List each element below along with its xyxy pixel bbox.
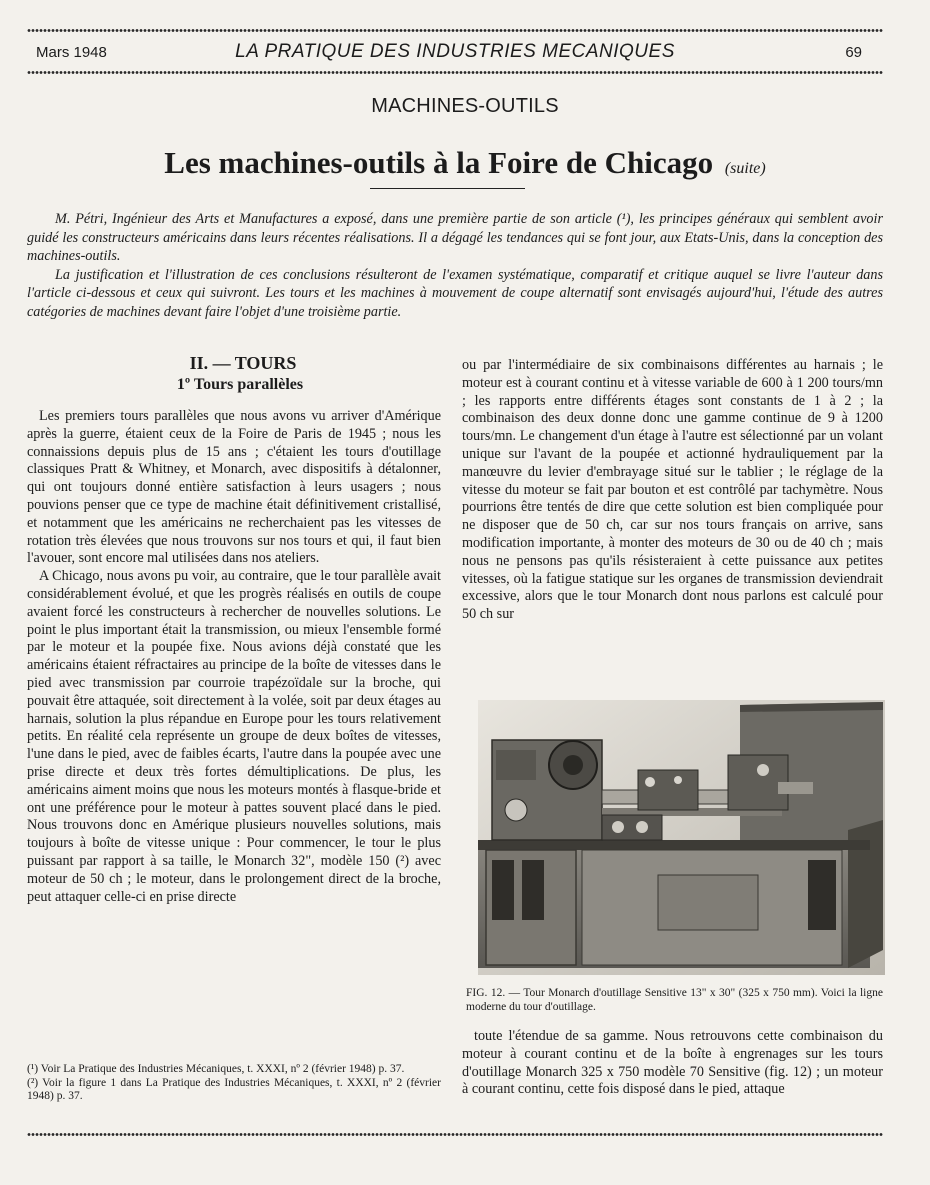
subsection-heading: 1º Tours parallèles	[176, 376, 304, 393]
section-heading: II. — TOURS	[189, 353, 297, 373]
footnote: (¹) Voir La Pratique des Industries Mécaniques, t. XXXI, nº 2 (février 1948) p. 37.	[27, 1063, 405, 1075]
lathe-photograph	[478, 700, 885, 975]
article-title-main: Les machines-outils à la Foire de Chicago	[164, 145, 714, 180]
right-column-top	[462, 357, 883, 624]
body-paragraph: A Chicago, nous avons pu voir, au contraire, que le tour parallèle avait considérablement évolué, et que les progrès réalisés en outils de coupe avaient forcé les constructeurs à rechercher de nouvelles solutions. Le point le plus important était la transmission, ou mieux l'ensemble formé par le moteur et la poupée fixe. Nous avions déjà constaté que les américains étaient réfractaires au principe de la boîte de vitesses dans le pied avec transmission par courroie trapézoïdale sur la broche, qui pouvait être attaquée, soit directement à la volée, soit par deux étages au harnais, solution la plus répandue en Europe pour les tours relativement petits. En réalité cela représente un groupe de deux boîtes de vitesses, l'une dans le pied, avec de faibles écarts, l'autre dans la poupée avec une prise directe et deux très fortes démultiplications. De plus, les américains aiment moins que nous les moteurs montés à flasque-bride et ont une préférence pour le moteur à pattes souvent placé dans le pied. Nous trouvons donc en Amérique plusieurs nouvelles solutions, mais toujours à boîte de vitesse unique : Pour commencer, le tour le plus puissant par rapport à sa taille, le Monarch 32", modèle 150 (²) avec moteur de 50 ch ; le moteur, dans le prolongement direct de la broche, peut attaquer celle-ci en prise directe	[27, 568, 441, 905]
article-title	[0, 145, 930, 181]
body-paragraph: ou par l'intermédiaire de six combinaisons différentes au harnais ; le moteur est à courant continu et à vitesse variable de 600 à 1 200 tours/mn ; les rapports entre différents étages sont constants de 1 à 2 ; la combinaison des deux donne donc une gamme continue de 9 à 1200 tours/mn. Le changement d'un étage à l'autre est sélectionné par un volant unique sur l'avant de la poupée et actionné hydrauliquement par la manœuvre du levier d'embrayage situé sur le tablier ; le réglage de la vitesse du moteur se fait par bouton et est contrôlé par tachymètre. Nous pourrions être tentés de dire que cette solution est bien compliquée pour ne disposer que de 50 ch, car sur nos tours français on arrive, sans modification importante, à monter des moteurs de 30 ou de 40 ch ; mais nous ne pensons pas qu'ils résisteraient à cette puissance aux petites vitesses, où la fatigue statique sur les organes de transmission deviendrait excessive, alors que le tour Monarch dont nous parlons est calculé pour 50 ch sur	[462, 357, 883, 623]
journal-title: LA PRATIQUE DES INDUSTRIES MECANIQUES	[235, 41, 675, 62]
top-dotted-rule	[27, 28, 883, 33]
issue-date: Mars 1948	[36, 44, 107, 61]
article-title-suite: (suite)	[724, 160, 766, 177]
footnotes	[27, 1063, 441, 1104]
standfirst-paragraph: La justification et l'illustration de ces conclusions résulteront de l'examen systématique, comparatif et critique auquel se livre l'auteur dans l'article ci-dessous et ceux qui suivront. Les tours et les machines à mouvement de coupe alternatif sont envisagés aujourd'hui, l'étude des autres catégories de machines devant faire l'objet d'une troisième partie.	[27, 266, 883, 320]
right-column-bottom	[462, 1028, 883, 1099]
standfirst-paragraph: M. Pétri, Ingénieur des Arts et Manufactures a exposé, dans une première partie de son article (¹), les principes généraux qui semblent avoir guidé les constructeurs américains dans leurs récentes réalisations. Il a dégagé les tendances qui se font jour, aux Etats-Unis, dans la conception des machines-outils.	[27, 211, 883, 265]
figure-caption: FIG. 12. — Tour Monarch d'outillage Sensitive 13" x 30" (325 x 750 mm). Voici la ligne moderne du tour d'outillage.	[466, 987, 883, 1013]
header-dotted-rule	[27, 70, 883, 75]
page-number: 69	[845, 44, 862, 61]
body-paragraph: toute l'étendue de sa gamme. Nous retrouvons cette combinaison du moteur à courant continu et de la boîte à engrenages sur les tours d'outillage Monarch 325 x 750 modèle 70 Sensitive (fig. 12) ; un moteur à courant continu, cette fois disposé dans le pied, attaque	[462, 1028, 883, 1098]
running-header	[30, 40, 880, 66]
article-standfirst	[27, 210, 883, 322]
title-underline	[370, 188, 525, 189]
bottom-dotted-rule	[27, 1132, 883, 1137]
footnote: (²) Voir la figure 1 dans La Pratique des Industries Mécaniques, t. XXXI, nº 2 (février 1948) p. 37.	[27, 1076, 441, 1103]
left-column	[27, 352, 441, 906]
body-paragraph: Les premiers tours parallèles que nous avons vu arriver d'Amérique après la guerre, étaient ceux de la Foire de Paris de 1945 ; nous les connaissions depuis plus de 15 ans ; c'étaient les tours d'outillage classiques Pratt & Whitney, et Monarch, avec dispositifs à détalonner, qui ont toujours donné entière satisfaction à leurs usagers ; nous pouvions penser que ce type de machine était définitivement cristallisé, et notamment que les américains ne recherchaient pas les vitesses de rotation très élevées que nous trouvons sur nos tours et qui, il faut bien l'avouer, sont encore mal utilisées dans nos ateliers.	[27, 408, 441, 567]
section-rubric: MACHINES-OUTILS	[371, 95, 559, 117]
